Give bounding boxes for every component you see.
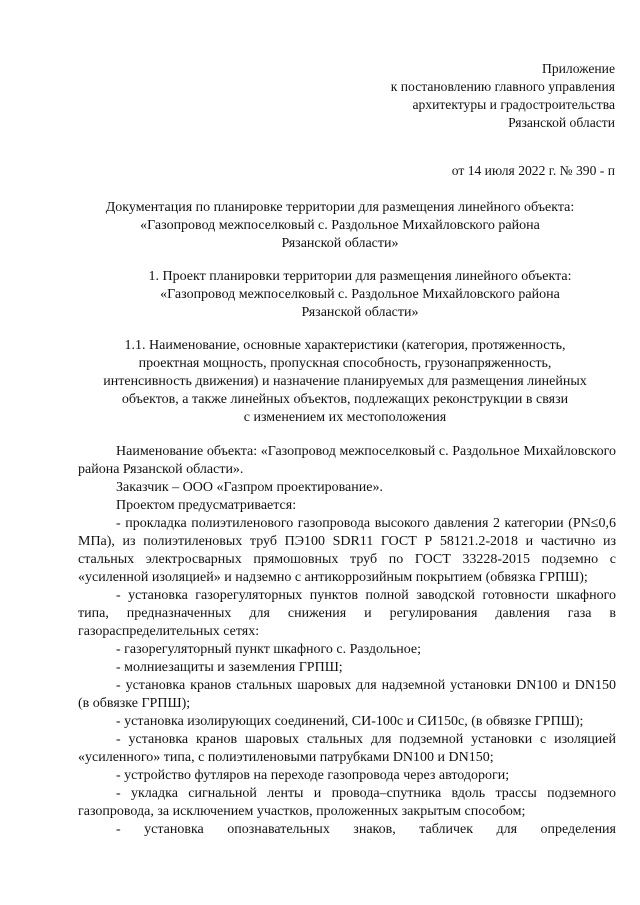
section-1-heading bbox=[120, 268, 600, 322]
paragraph-object-name: Наименование объекта: «Газопровод межпоселковый с. Раздольное Михайловского района Рязанской области». bbox=[78, 444, 616, 477]
document-title bbox=[70, 199, 610, 253]
title-line-3: Рязанской области» bbox=[281, 236, 399, 251]
appendix-spacer bbox=[391, 132, 615, 162]
section-1-line-2: «Газопровод межпоселковый с. Раздольное Михайловского района bbox=[160, 287, 560, 302]
section-1-1-line-1: 1.1. Наименование, основные характеристики (категория, протяженность, bbox=[124, 338, 566, 353]
list-item: - молниезащиты и заземления ГРПШ; bbox=[116, 660, 343, 675]
title-line-1: Документация по планировке территории для размещения линейного объекта: bbox=[105, 200, 575, 215]
section-1-1-line-2: проектная мощность, пропускная способность, грузонапряженность, bbox=[138, 356, 552, 371]
body-text bbox=[78, 443, 616, 839]
list-item: - установка кранов шаровых стальных для подземной установки с изоляцией «усиленного» типа, с полиэтиленовыми патрубками DN100 и DN150; bbox=[78, 732, 616, 765]
appendix-line-2: к постановлению главного управления bbox=[390, 79, 615, 94]
appendix-header bbox=[391, 60, 615, 180]
title-line-2: «Газопровод межпоселковый с. Раздольное Михайловского района bbox=[140, 218, 540, 233]
section-1-line-3: Рязанской области» bbox=[301, 305, 419, 320]
section-1-line-1: 1. Проект планировки территории для размещения линейного объекта: bbox=[148, 269, 572, 284]
list-item: - укладка сигнальной ленты и провода–спутника вдоль трассы подземного газопровода, за исключением участков, проложенных закрытым способом; bbox=[78, 786, 616, 819]
appendix-line-1: Приложение bbox=[542, 61, 615, 76]
list-item: - установка кранов стальных шаровых для надземной установки DN100 и DN150 (в обвязке ГРПШ); bbox=[78, 678, 616, 711]
list-item: - установка изолирующих соединений, СИ-100с и СИ150с, (в обвязке ГРПШ); bbox=[116, 714, 584, 729]
appendix-date-line: от 14 июля 2022 г. № 390 - п bbox=[451, 163, 615, 178]
list-item: - установка газорегуляторных пунктов полной заводской готовности шкафного типа, предназначенных для снижения и регулирования давления газа в газораспределительных сетях: bbox=[78, 588, 616, 639]
section-1-1-line-4: объектов, а также линейных объектов, подлежащих реконструкции в связи bbox=[121, 392, 569, 407]
list-item: - устройство футляров на переходе газопровода через автодороги; bbox=[116, 768, 510, 783]
paragraph-customer: Заказчик – ООО «Газпром проектирование». bbox=[116, 480, 383, 495]
list-item: - газорегуляторный пункт шкафного с. Раздольное; bbox=[116, 642, 421, 657]
paragraph-project-scope: Проектом предусматривается: bbox=[116, 498, 297, 513]
list-item: - прокладка полиэтиленового газопровода высокого давления 2 категории (PN≤0,6 МПа), из полиэтиленовых труб ПЭ100 SDR11 ГОСТ Р 58121.2-2018 и частично из стальных электросварных прямошовных труб по ГОСТ 33228-2015 подземно с «усиленной изоляцией» и надземно с антикоррозийным покрытием (обвязка ГРПШ); bbox=[78, 516, 616, 585]
section-1-1-heading bbox=[80, 337, 610, 427]
section-1-1-line-3: интенсивность движения) и назначение планируемых для размещения линейных bbox=[103, 374, 587, 389]
appendix-line-4: Рязанской области bbox=[508, 115, 615, 130]
list-item: - установка опознавательных знаков, табличек для определения bbox=[116, 822, 616, 837]
appendix-line-3: архитектуры и градостроительства bbox=[412, 97, 615, 112]
section-1-1-line-5: с изменением их местоположения bbox=[243, 410, 447, 425]
